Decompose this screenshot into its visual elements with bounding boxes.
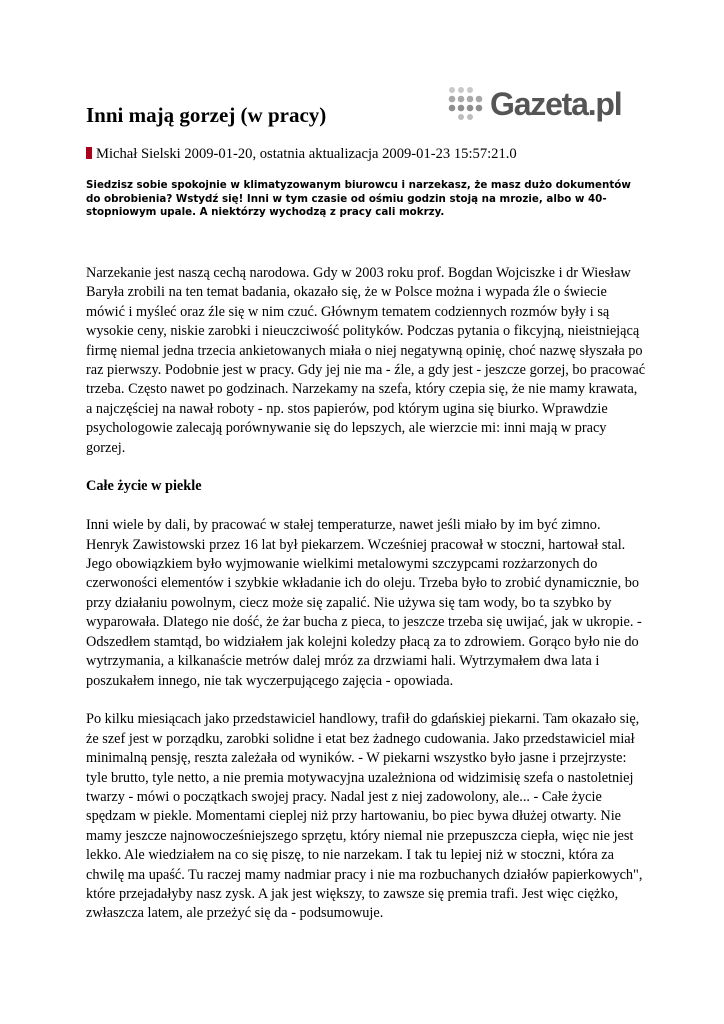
byline-text: Michał Sielski 2009-01-20, ostatnia aktualizacja 2009-01-23 15:57:21.0	[96, 146, 517, 162]
section-heading: Całe życie w piekle	[86, 478, 202, 495]
byline-marker-icon	[86, 147, 92, 159]
paragraph-3: Po kilku miesiącach jako przedstawiciel handlowy, trafił do gdańskiej piekarni. Tam okazało się, że szef jest w porządku, zarobki solidne i etat bez żadnego cudowania. Jako przedstawiciel miał minimalną pensję, reszta zależała od wyników. - W piekarni wszystko było jasne i przejrzyste: tyle brutto, tyle netto, a nie premia motywacyjna uzależniona od widzimisię szefa o nastoletniej twarzy - mówi o początkach swojej pracy. Nadal jest z niej zadowolony, ale... - Całe życie spędzam w piekle. Momentami cieplej niż przy hartowaniu, bo piec bywa dłużej otwarty. Nie mamy jeszcze najnowocześniejszego sprzętu, który niemal nie przepuszcza ciepła, więc nie jest lekko. Ale wiedziałem na co się piszę, to nie narzekam. I tak tu lepiej niż w stoczni, która za chwilę ma upaść. Tu raczej mamy nadmiar pracy i nie ma rozbuchanych działów papierkowych", które przejadałyby nasz zysk. A jak jest większy, to zawsze się premia trafi. Jest więc ciężko, zwłaszcza latem, ale przeżyć się da - podsumowuje.	[86, 711, 643, 922]
article-lead: Siedzisz sobie spokojnie w klimatyzowanym biurowcu i narzekasz, że masz dużo dokumentów do obrobienia? Wstydź się! Inni w tym czasie od ośmiu godzin stoją na mrozie, albo w 40-stopniowym upale. A niektórzy wychodzą z pracy cali mokrzy.	[86, 179, 631, 218]
gazeta-logo	[446, 84, 630, 124]
byline	[86, 144, 517, 164]
logo-dots-icon	[446, 86, 486, 122]
article-title: Inni mają gorzej (w pracy)	[86, 103, 327, 127]
article-body	[86, 264, 646, 943]
paragraph-2: Inni wiele by dali, by pracować w stałej temperaturze, nawet jeśli miało by im być zimno. Henryk Zawistowski przez 16 lat był piekarzem. Wcześniej pracował w stoczni, hartował stal. Jego obowiązkiem było wyjmowanie wielkimi metalowymi szczypcami rozżarzonych do czerwoności elementów i szybkie wkładanie ich do oleju. Trzeba było to zrobić dynamicznie, bo przy działaniu powolnym, ciecz może się zapalić. Nie używa się tam wody, bo ta szybko by wyparowała. Dlatego nie dość, że żar bucha z pieca, to jeszcze trzeba się uwijać, jak w ukropie. - Odszedłem stamtąd, bo widziałem jak kolejni koledzy płacą za to zdrowiem. Gorąco było nie do wytrzymania, a kilkanaście metrów dalej mróz za drzwiami hali. Wytrzymałem dwa lata i poszukałem innego, nie tak wyczerpującego zajęcia - opowiada.	[86, 517, 642, 689]
logo-text: Gazeta.pl	[490, 86, 622, 122]
paragraph-1: Narzekanie jest naszą cechą narodowa. Gdy w 2003 roku prof. Bogdan Wojciszke i dr Wiesław Baryła zrobili na ten temat badania, okazało się, że w Polsce można i wypada źle o świecie mówić i myśleć oraz źle się w nim czuć. Głównym tematem codziennych rozmów były i są wysokie ceny, niskie zarobki i nieuczciwość polityków. Podczas pytania o fikcyjną, nieistniejącą firmę niemal jedna trzecia ankietowanych miała o niej negatywną opinię, choć nazwę słyszała po raz pierwszy. Podobnie jest w pracy. Gdy jej nie ma - źle, a gdy jest - jeszcze gorzej, bo pracować trzeba. Często nawet po godzinach. Narzekamy na szefa, który czepia się, że nie mamy krawata, a najczęściej na nawał roboty - np. stos papierów, pod którym ugina się biurko. Wprawdzie psychologowie zalecają porównywanie się do lepszych, ale wierzcie mi: inni mają w pracy gorzej.	[86, 265, 646, 456]
